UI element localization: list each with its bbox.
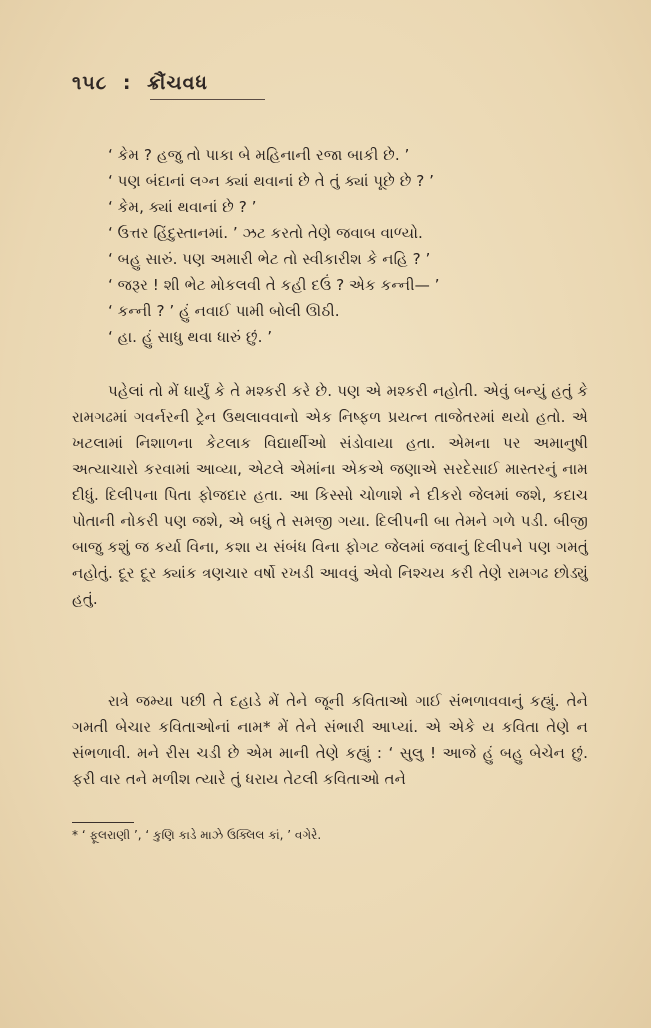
dialogue-line: ‘ હા. હું સાધુ થવા ધારું છું. ’: [108, 328, 273, 346]
page-number: ૧૫૮: [72, 72, 108, 94]
footnote: * ‘ ફૂલરાણી ’, ‘ કુણિ કાડે માઝે ઉક્લિલ કાં, ’ વગેરે.: [72, 828, 322, 842]
dialogue-line: ‘ કેમ ? હજુ તો પાકા બે મહિનાની રજા બાકી છે. ’: [108, 146, 410, 164]
dialogue-line: ‘ ઉત્તર હિંદુસ્તાનમાં. ’ ઝટ કરતો તેણે જવાબ વાળ્યો.: [108, 224, 423, 242]
body-paragraph: પહેલાં તો મેં ધાર્યું કે તે મશ્કરી કરે છે. પણ એ મશ્કરી નહોતી. એવું બન્યું હતું કે રામગઢમાં ગવર્નરની ટ્રેન ઉથલાવવાનો એક નિષ્ફળ પ્રયત્ન તાજેતરમાં થયો હતો. એ ખટલામાં નિશાળના કેટલાક વિદ્યાર્થીઓ સંડોવાયા હતા. એમના પર અમાનુષી અત્યાચારો કરવામાં આવ્યા, એટલે એમાંના એકએ જણાએ સરદેસાઈ માસ્તરનું નામ દીધું. દિલીપના પિતા ફોજદાર હતા. આ કિસ્સો ચોળાશે ને દીકરો જેલમાં જશે, કદાચ પોતાની નોકરી પણ જશે, એ બધું તે સમજી ગયા. દિલીપની બા તેમને ગળે પડી. બીજી બાજુ કશું જ કર્યા વિના, કશા ય સંબંધ વિના ફોગટ જેલમાં જવાનું દિલીપને પણ ગમતું નહોતું. દૂર દૂર ક્યાંક ત્રણચાર વર્ષો રખડી આવવું એવો નિશ્ચય કરી તેણે રામગઢ છોડ્યું હતું.: [72, 382, 588, 608]
body-paragraph: રાત્રે જમ્યા પછી તે દહાડે મેં તેને જૂની કવિતાઓ ગાઈ સંભળાવવાનું કહ્યું. તેને ગમતી બેચાર કવિતાઓનાં નામ* મેં તેને સંભારી આપ્યાં. એ એકે ય કવિતા તેણે ન સંભળાવી. મને રીસ ચડી છે એમ માની તેણે કહ્યું : ‘ સુલુ ! આજે હું બહુ બેચેન છું. ફરી વાર તને મળીશ ત્યારે તું ધરાય તેટલી કવિતાઓ તને: [72, 692, 588, 788]
footnote-divider: [72, 822, 134, 823]
chapter-title: ક્રૌંચવધ: [147, 72, 208, 94]
running-header: [72, 72, 208, 94]
header-underline: [150, 99, 265, 100]
dialogue-line: ‘ જરૂર ! શી ભેટ મોકલવી તે કહી દઉં ? એક કન્ની— ’: [108, 276, 440, 294]
dialogue-line: ‘ પણ બંદાનાં લગ્ન ક્યાં થવાનાં છે તે તું ક્યાં પૂછે છે ? ’: [108, 172, 434, 190]
dialogue-line: ‘ કેમ, ક્યાં થવાનાં છે ? ’: [108, 198, 257, 216]
header-separator: :: [122, 72, 132, 94]
dialogue-line: ‘ કન્ની ? ’ હું નવાઈ પામી બોલી ઊઠી.: [108, 302, 340, 320]
dialogue-block: [108, 142, 588, 350]
dialogue-line: ‘ બહુ સારું. પણ અમારી ભેટ તો સ્વીકારીશ કે નહિ ? ’: [108, 250, 431, 268]
